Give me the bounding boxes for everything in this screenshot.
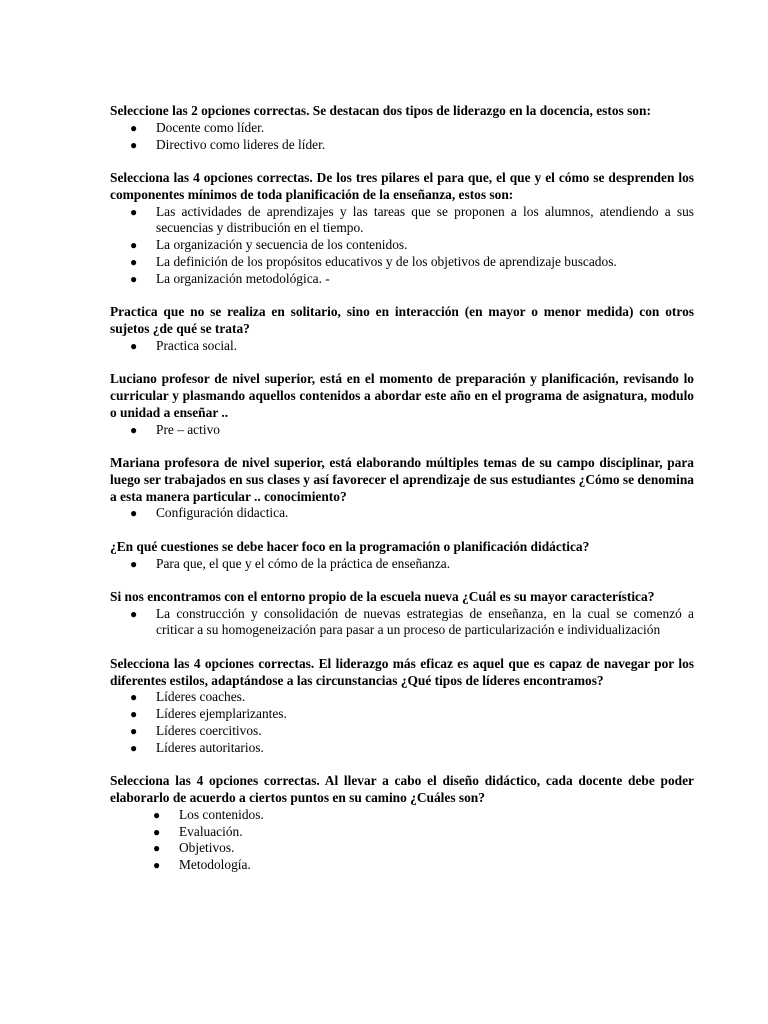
document-page [110, 103, 694, 891]
answer-item [110, 254, 694, 271]
question-text: Si nos encontramos con el entorno propio de la escuela nueva ¿Cuál es su mayor característica? [110, 588, 655, 604]
answer-text: Líderes coaches. [156, 689, 246, 705]
answer-text: Las actividades de aprendizajes y las tareas que se proponen a los alumnos, atendiendo a sus secuencias y distribución en el tiempo. [156, 203, 694, 236]
answer-text: Practica social. [156, 337, 238, 353]
answer-list [110, 689, 694, 756]
question-text: ¿En qué cuestiones se debe hacer foco en la programación o planificación didáctica? [110, 538, 590, 554]
bullet-icon: ● [130, 606, 138, 621]
bullet-icon: ● [130, 137, 138, 152]
question-3 [110, 304, 694, 354]
answer-text: Líderes autoritarios. [156, 739, 264, 755]
answer-text: La definición de los propósitos educativos y de los objetivos de aprendizaje buscados. [156, 253, 617, 269]
answer-list [110, 606, 694, 640]
question-6 [110, 539, 694, 573]
answer-text: La organización y secuencia de los contenidos. [156, 237, 408, 253]
bullet-icon: ● [153, 824, 161, 839]
bullet-icon: ● [130, 338, 138, 353]
answer-list [110, 556, 694, 573]
bullet-icon: ● [130, 506, 138, 521]
answer-item [110, 807, 694, 824]
answer-list [110, 807, 694, 874]
answer-text: Objetivos. [179, 840, 235, 856]
question-text: Luciano profesor de nivel superior, está en el momento de preparación y planificación, revisando lo curricular y plasmando aquellos contenidos a abordar este año en el programa de asignatura, modulo o unidad a enseñar .. [110, 371, 694, 420]
answer-item [110, 422, 694, 439]
bullet-icon: ● [130, 690, 138, 705]
answer-text: Directivo como lideres de líder. [156, 136, 326, 152]
question-4 [110, 371, 694, 438]
answer-item [110, 857, 694, 874]
answer-text: Metodología. [179, 857, 251, 873]
question-9 [110, 773, 694, 874]
question-text: Seleccione las 2 opciones correctas. Se destacan dos tipos de liderazgo en la docencia, estos son: [110, 103, 651, 118]
question-text: Selecciona las 4 opciones correctas. De los tres pilares el para que, el que y el cómo se desprenden los componentes mínimos de toda planificación de la enseñanza, estos son: [110, 169, 694, 202]
answer-text: Líderes coercitivos. [156, 723, 262, 739]
answer-item [110, 723, 694, 740]
question-1 [110, 103, 694, 153]
answer-text: Los contenidos. [179, 806, 264, 822]
bullet-icon: ● [130, 740, 138, 755]
bullet-icon: ● [130, 120, 138, 135]
bullet-icon: ● [130, 254, 138, 269]
answer-item [110, 824, 694, 841]
answer-item [110, 505, 694, 522]
answer-item [110, 204, 694, 238]
answer-list [110, 204, 694, 288]
answer-item [110, 840, 694, 857]
question-8 [110, 656, 694, 757]
question-text: Selecciona las 4 opciones correctas. El liderazgo más eficaz es aquel que es capaz de navegar por los diferentes estilos, adaptándose a las circunstancias ¿Qué tipos de líderes encontramos? [110, 655, 694, 688]
question-2 [110, 170, 694, 288]
bullet-icon: ● [153, 841, 161, 856]
answer-text: Para que, el que y el cómo de la práctica de enseñanza. [156, 555, 451, 571]
answer-item [110, 120, 694, 137]
answer-text: Docente como líder. [156, 119, 265, 135]
answer-item [110, 338, 694, 355]
bullet-icon: ● [130, 271, 138, 286]
question-text: Mariana profesora de nivel superior, está elaborando múltiples temas de su campo disciplinar, para luego ser trabajados en sus clases y así favorecer el aprendizaje de sus estudiantes ¿Cómo se denomina a esta manera particular .. conocimiento? [110, 454, 694, 504]
answer-item [110, 556, 694, 573]
answer-item [110, 706, 694, 723]
answer-list [110, 505, 694, 522]
answer-text: La organización metodológica. - [156, 270, 330, 286]
answer-text: Configuración didactica. [156, 505, 289, 521]
question-text: Practica que no se realiza en solitario, sino en interacción (en mayor o menor medida) con otros sujetos ¿de qué se trata? [110, 304, 694, 336]
bullet-icon: ● [153, 807, 161, 822]
bullet-icon: ● [130, 422, 138, 437]
answer-item [110, 740, 694, 757]
answer-item [110, 689, 694, 706]
bullet-icon: ● [130, 204, 138, 219]
answer-item [110, 271, 694, 288]
bullet-icon: ● [130, 238, 138, 253]
answer-text: Pre – activo [156, 421, 220, 437]
answer-text: La construcción y consolidación de nuevas estrategias de enseñanza, en la cual se comenzó a criticar a su homogeneización para pasar a un proceso de particularización e individualización [156, 605, 694, 638]
question-text: Selecciona las 4 opciones correctas. Al llevar a cabo el diseño didáctico, cada docente debe poder elaborarlo de acuerdo a ciertos puntos en su camino ¿Cuáles son? [110, 773, 694, 806]
answer-text: Líderes ejemplarizantes. [156, 706, 287, 722]
answer-item [110, 237, 694, 254]
answer-item [110, 137, 694, 154]
answer-text: Evaluación. [179, 823, 243, 839]
bullet-icon: ● [153, 858, 161, 873]
answer-list [110, 120, 694, 154]
bullet-icon: ● [130, 556, 138, 571]
answer-list [110, 338, 694, 355]
answer-item [110, 606, 694, 640]
bullet-icon: ● [130, 724, 138, 739]
question-5 [110, 455, 694, 522]
bullet-icon: ● [130, 707, 138, 722]
question-7 [110, 589, 694, 639]
answer-list [110, 422, 694, 439]
